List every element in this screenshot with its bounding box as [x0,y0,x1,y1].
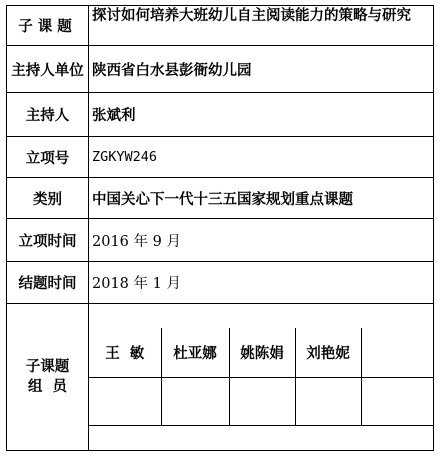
row-category [7,178,434,219]
member-empty [89,426,161,427]
member-empty [229,426,295,427]
row-members [7,304,434,451]
member-name: 杜亚娜 [161,328,229,378]
row-project-number [7,137,434,178]
member-empty [361,378,433,426]
row-host [7,93,434,137]
value-host: 张斌利 [89,93,434,137]
label-end-date: 结题时间 [7,262,89,304]
members-row-3 [89,426,433,427]
member-name: 姚陈娟 [229,328,295,378]
member-name: 刘艳妮 [295,328,361,378]
label-host: 主持人 [7,93,89,137]
value-subtopic: 探讨如何培养大班幼儿自主阅读能力的策略与研究 [89,6,434,46]
project-info-form [6,5,434,450]
value-host-unit: 陕西省白水县彭衙幼儿园 [89,46,434,93]
info-table [6,5,434,451]
member-empty [89,378,161,426]
member-empty [361,328,433,378]
label-host-unit: 主持人单位 [7,46,89,93]
label-start-date: 立项时间 [7,219,89,262]
member-empty [295,426,361,427]
members-cell [89,304,434,451]
value-project-number: ZGKYW246 [89,137,434,178]
members-grid [89,328,433,427]
label-project-number: 立项号 [7,137,89,178]
label-subtopic: 子课题 [7,6,89,46]
member-empty [361,426,433,427]
row-start-date [7,219,434,262]
row-host-unit [7,46,434,93]
member-empty [229,378,295,426]
row-end-date [7,262,434,304]
value-category: 中国关心下一代十三五国家规划重点课题 [89,178,434,219]
label-members-line2: 组 员 [27,379,68,395]
value-end-date: 2018 年 1 月 [89,262,434,304]
member-empty [161,378,229,426]
label-members-line1: 子课题 [25,359,70,375]
value-start-date: 2016 年 9 月 [89,219,434,262]
members-row-2 [89,378,433,426]
member-name: 王 敏 [89,328,161,378]
member-empty [161,426,229,427]
label-members [7,304,89,451]
row-subtopic [7,6,434,46]
member-empty [295,378,361,426]
members-row-1 [89,328,433,378]
label-category: 类别 [7,178,89,219]
